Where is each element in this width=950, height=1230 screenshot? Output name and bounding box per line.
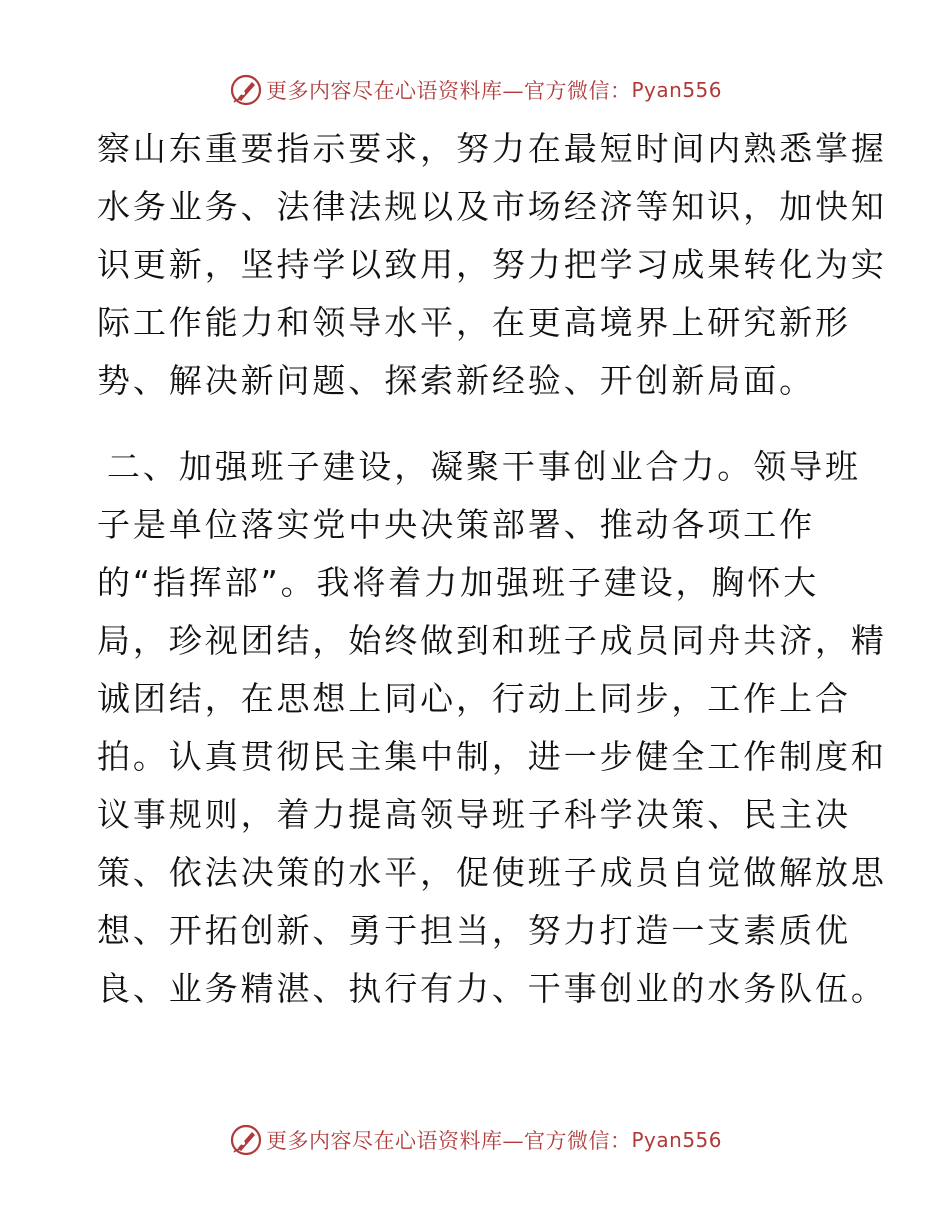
wechat-handle: Pyan556: [631, 78, 722, 102]
text-line: 诚团结，在思想上同心，行动上同步，工作上合: [97, 679, 851, 718]
text-line: 际工作能力和领导水平，在更高境界上研究新形: [97, 303, 851, 342]
text-line: 议事规则，着力提高领导班子科学决策、民主决: [97, 795, 851, 834]
text-line: 策、依法决策的水平，促使班子成员自觉做解放思: [97, 853, 887, 892]
footer-banner: [0, 1120, 950, 1160]
text-line: 的“指挥部”。我将着力加强班子建设，胸怀大: [97, 563, 820, 602]
banner-text: 更多内容尽在心语资料库—官方微信：: [265, 1129, 632, 1153]
paragraph-2: [97, 438, 887, 1018]
text-line: 局，珍视团结，始终做到和班子成员同舟共济，精: [97, 621, 887, 660]
text-line: 识更新，坚持学以致用，努力把学习成果转化为实: [97, 245, 887, 284]
text-line: 子是单位落实党中央决策部署、推动各项工作: [97, 505, 815, 544]
text-line: 良、业务精湛、执行有力、干事创业的水务队伍。: [97, 969, 887, 1008]
text-line: 想、开拓创新、勇于担当，努力打造一支素质优: [97, 911, 851, 950]
wechat-handle: Pyan556: [631, 1128, 722, 1152]
pen-nib-logo-icon: [228, 72, 264, 108]
text-line: 水务业务、法律法规以及市场经济等知识，加快知: [97, 187, 887, 226]
text-line: 势、解决新问题、探索新经验、开创新局面。: [97, 361, 815, 400]
document-body: [97, 120, 887, 1018]
text-line: 二、加强班子建设，凝聚干事创业合力。领导班: [107, 447, 861, 486]
text-line: 察山东重要指示要求，努力在最短时间内熟悉掌握: [97, 129, 887, 168]
pen-nib-logo-icon: [228, 1122, 264, 1158]
text-line: 拍。认真贯彻民主集中制，进一步健全工作制度和: [97, 737, 887, 776]
paragraph-1: [97, 120, 887, 410]
banner-text: 更多内容尽在心语资料库—官方微信：: [265, 79, 632, 103]
paragraph-spacer: [97, 410, 857, 438]
header-banner: [0, 70, 950, 110]
